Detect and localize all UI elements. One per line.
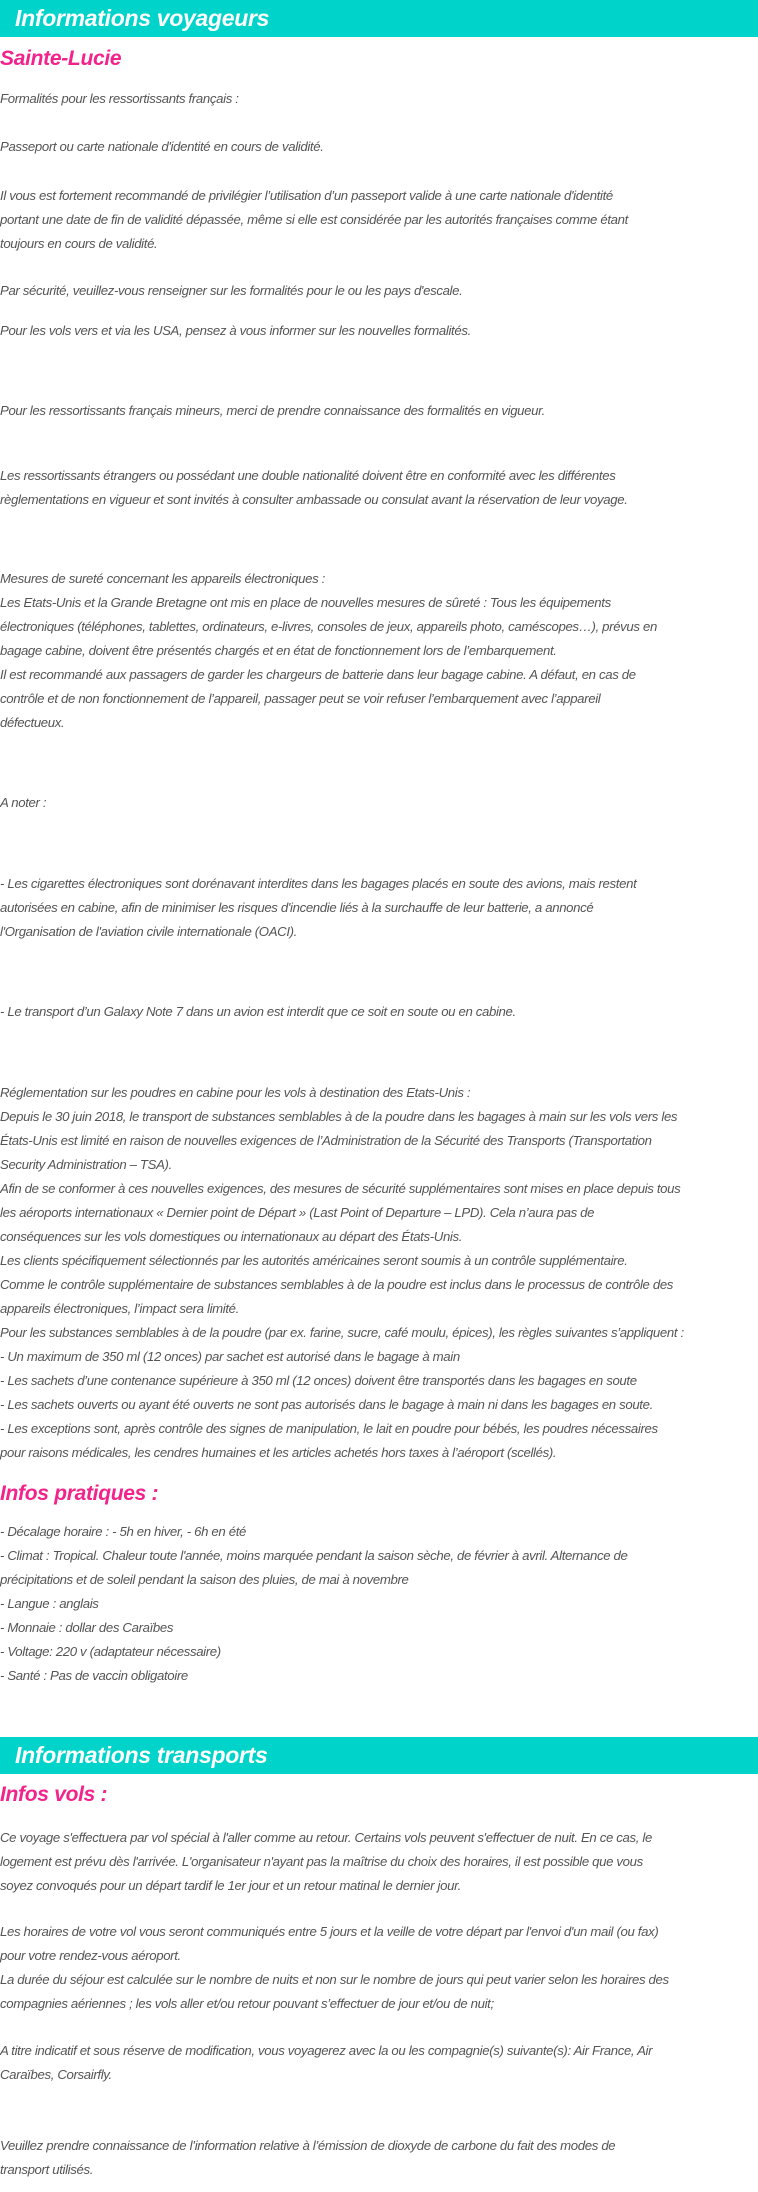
text-line: défectueux. [0,715,65,730]
text-line: États-Unis est limité en raison de nouvelles exigences de l’Administration de la Sécurité des Transports (Transportation [0,1133,652,1148]
text-line: Depuis le 30 juin 2018, le transport de substances semblables à de la poudre dans les bagages à main sur les vols vers les [0,1109,678,1124]
text-line: Les ressortissants étrangers ou possédant une double nationalité doivent être en conformité avec les différentes [0,468,616,483]
text-line: Comme le contrôle supplémentaire de substances semblables à de la poudre est inclus dans le processus de contrôle des [0,1277,674,1292]
text-line: l'Organisation de l'aviation civile internationale (OACI). [0,924,297,939]
text-line: bagage cabine, doivent être présentés chargés et en état de fonctionnement lors de l’embarquement. [0,643,557,658]
list-item: - Décalage horaire : - 5h en hiver, - 6h en été [0,1524,246,1539]
section-header-informations-transports [0,1737,758,1774]
paragraph-poudres [0,1081,758,1465]
text-line: les aéroports internationaux « Dernier point de Départ » (Last Point of Departure – LPD). Cela n’aura pas de [0,1205,595,1220]
list-item: - Climat : Tropical. Chaleur toute l'année, moins marquée pendant la saison sèche, de février à avril. Alternance de [0,1548,628,1563]
text-line: - Les sachets ouverts ou ayant été ouverts ne sont pas autorisés dans le bagage à main ni dans les bagages en soute. [0,1397,653,1412]
text-line: A titre indicatif et sous réserve de modification, vous voyagerez avec la ou les compagnie(s) suivante(s): Air France, Air [0,2043,653,2058]
text-line: Pour les substances semblables à de la poudre (par ex. farine, sucre, café moulu, épices), les règles suivantes s’appliquent : [0,1325,684,1340]
infos-vols-heading: Infos vols : [0,1783,108,1806]
text-line: électroniques (téléphones, tablettes, ordinateurs, e-livres, consoles de jeux, appareils photo, caméscopes…), prévus en [0,619,657,634]
section-header-informations-voyageurs [0,0,758,37]
list-item: précipitations et de soleil pendant la saison des pluies, de mai à novembre [0,1572,409,1587]
text-line: Formalités pour les ressortissants français : [0,91,239,106]
paragraph-etrangers [0,464,758,512]
text-line: logement est prévu dès l'arrivée. L'organisateur n'ayant pas la maîtrise du choix des horaires, il est possible que vous [0,1854,643,1869]
text-line: conséquences sur les vols domestiques ou internationaux au départ des États-Unis. [0,1229,463,1244]
text-line: pour votre rendez-vous aéroport. [0,1948,181,1963]
text-line: - Un maximum de 350 ml (12 onces) par sachet est autorisé dans le bagage à main [0,1349,460,1364]
text-line: Par sécurité, veuillez-vous renseigner sur les formalités pour le ou les pays d'escale. [0,283,463,298]
text-line: transport utilisés. [0,2162,94,2177]
text-line: - Les exceptions sont, après contrôle des signes de manipulation, le lait en poudre pour bébés, les poudres nécessaires [0,1421,658,1436]
paragraph-a-noter [0,791,758,815]
text-line: Veuillez prendre connaissance de l’information relative à l’émission de dioxyde de carbone du fait des modes de [0,2138,616,2153]
text-line: Caraïbes, Corsairfly. [0,2067,112,2082]
text-line: La durée du séjour est calculée sur le nombre de nuits et non sur le nombre de jours qui peut varier selon les horaires des [0,1972,669,1987]
text-line: Passeport ou carte nationale d'identité en cours de validité. [0,139,324,154]
text-line: appareils électroniques, l’impact sera limité. [0,1301,239,1316]
text-line: Les Etats-Unis et la Grande Bretagne ont mis en place de nouvelles mesures de sûreté : Tous les équipements [0,595,611,610]
paragraph-mineurs [0,399,758,423]
paragraph-recommandation-passeport [0,184,758,256]
text-line: - Le transport d’un Galaxy Note 7 dans un avion est interdit que ce soit en soute ou en cabine. [0,1004,516,1019]
text-line: Pour les vols vers et via les USA, pensez à vous informer sur les nouvelles formalités. [0,323,471,338]
text-line: Security Administration – TSA). [0,1157,172,1172]
list-item: - Monnaie : dollar des Caraïbes [0,1620,174,1635]
paragraph-formalites [0,87,758,111]
text-line: Afin de se conformer à ces nouvelles exigences, des mesures de sécurité supplémentaires sont mises en place depuis tous [0,1181,681,1196]
paragraph-galaxy-note [0,1000,758,1024]
text-line: règlementations en vigueur et sont invités à consulter ambassade ou consulat avant la réservation de leur voyage. [0,492,628,507]
section-title: Informations voyageurs [15,5,270,31]
list-item: - Santé : Pas de vaccin obligatoire [0,1668,188,1683]
infos-pratiques-heading: Infos pratiques : [0,1482,159,1505]
paragraph-vols-usa [0,319,758,343]
text-line: contrôle et de non fonctionnement de l’appareil, passager peut se voir refuser l’embarquement avec l’appareil [0,691,601,706]
destination-heading: Sainte-Lucie [0,47,122,70]
text-line: autorisées en cabine, afin de minimiser les risques d'incendie liés à la surchauffe de leur batterie, a annoncé [0,900,594,915]
paragraph-vol-special [0,1826,758,1898]
text-line: Les horaires de votre vol vous seront communiqués entre 5 jours et la veille de votre départ par l'envoi d'un mail (ou fax) [0,1924,659,1939]
text-line: Mesures de sureté concernant les appareils électroniques : [0,571,325,586]
paragraph-co2 [0,2134,758,2182]
text-line: Il est recommandé aux passagers de garder les chargeurs de batterie dans leur bagage cabine. A défaut, en cas de [0,667,636,682]
text-line: - Les cigarettes électroniques sont dorénavant interdites dans les bagages placés en soute des avions, mais restent [0,876,637,891]
infos-pratiques-list [0,1520,758,1688]
text-line: - Les sachets d’une contenance supérieure à 350 ml (12 onces) doivent être transportés dans les bagages en soute [0,1373,637,1388]
paragraph-cigarettes [0,872,758,944]
text-line: pour raisons médicales, les cendres humaines et les articles achetés hors taxes à l’aéroport (scellés). [0,1445,557,1460]
paragraph-horaires [0,1920,758,2016]
list-item: - Langue : anglais [0,1596,99,1611]
paragraph-passeport [0,135,758,159]
text-line: Réglementation sur les poudres en cabine pour les vols à destination des Etats-Unis : [0,1085,471,1100]
section-title: Informations transports [15,1742,268,1768]
text-line: Pour les ressortissants français mineurs, merci de prendre connaissance des formalités en vigueur. [0,403,545,418]
paragraph-compagnies [0,2039,758,2087]
paragraph-securite-escale [0,279,758,303]
text-line: Ce voyage s'effectuera par vol spécial à l'aller comme au retour. Certains vols peuvent s'effectuer de nuit. En ce cas, le [0,1830,652,1845]
text-line: Il vous est fortement recommandé de privilégier l’utilisation d’un passeport valide à une carte nationale d'identité [0,188,613,203]
text-line: compagnies aériennes ; les vols aller et/ou retour pouvant s’effectuer de jour et/ou de nuit; [0,1996,494,2011]
list-item: - Voltage: 220 v (adaptateur nécessaire) [0,1644,221,1659]
text-line: soyez convoqués pour un départ tardif le 1er jour et un retour matinal le dernier jour. [0,1878,461,1893]
text-line: A noter : [0,795,47,810]
text-line: toujours en cours de validité. [0,236,158,251]
text-line: Les clients spécifiquement sélectionnés par les autorités américaines seront soumis à un contrôle supplémentaire. [0,1253,628,1268]
paragraph-mesures-surete [0,567,758,735]
text-line: portant une date de fin de validité dépassée, même si elle est considérée par les autorités françaises comme étant [0,212,628,227]
